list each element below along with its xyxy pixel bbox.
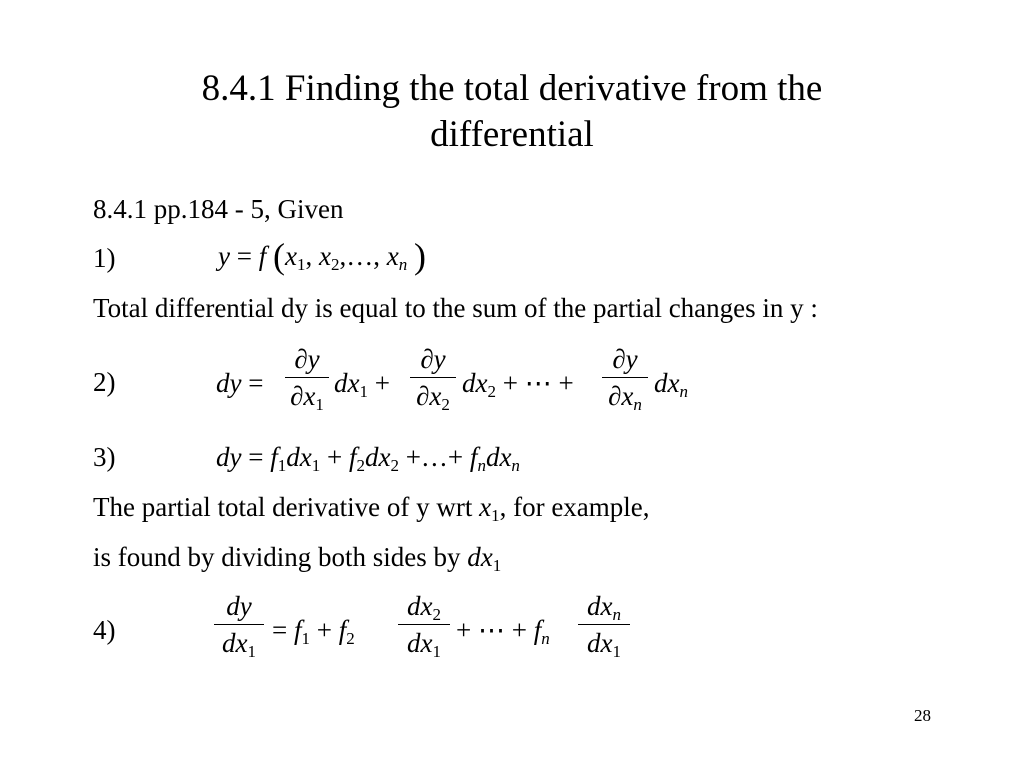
total-differential-text: Total differential dy is equal to the sum of the partial changes in y : [93, 293, 818, 323]
eq4-label: 4) [93, 615, 116, 645]
given-line: 8.4.1 pp.184 - 5, Given [93, 194, 344, 224]
eq1-label: 1) [93, 243, 116, 273]
title-line-2: differential [430, 114, 594, 155]
slide-title [0, 66, 1024, 158]
partial-derivative-text: The partial total derivative of y wrt $x_1$, for example, [93, 492, 650, 525]
eq2-label: 2) [93, 367, 116, 397]
dividing-text: is found by dividing both sides by $dx_1$ [93, 542, 502, 575]
page-number: 28 [914, 706, 931, 725]
title-line-1: 8.4.1 Finding the total derivative from the [201, 68, 823, 109]
equation-1: y = f ($x_1$, $x_2,\dots$, $x_n$ ) [218, 236, 426, 276]
equation-3: dy = $f_1dx_1 + f_2dx_2$ +…+ $f_ndx_n$ [216, 442, 520, 475]
eq3-label: 3) [93, 442, 116, 472]
